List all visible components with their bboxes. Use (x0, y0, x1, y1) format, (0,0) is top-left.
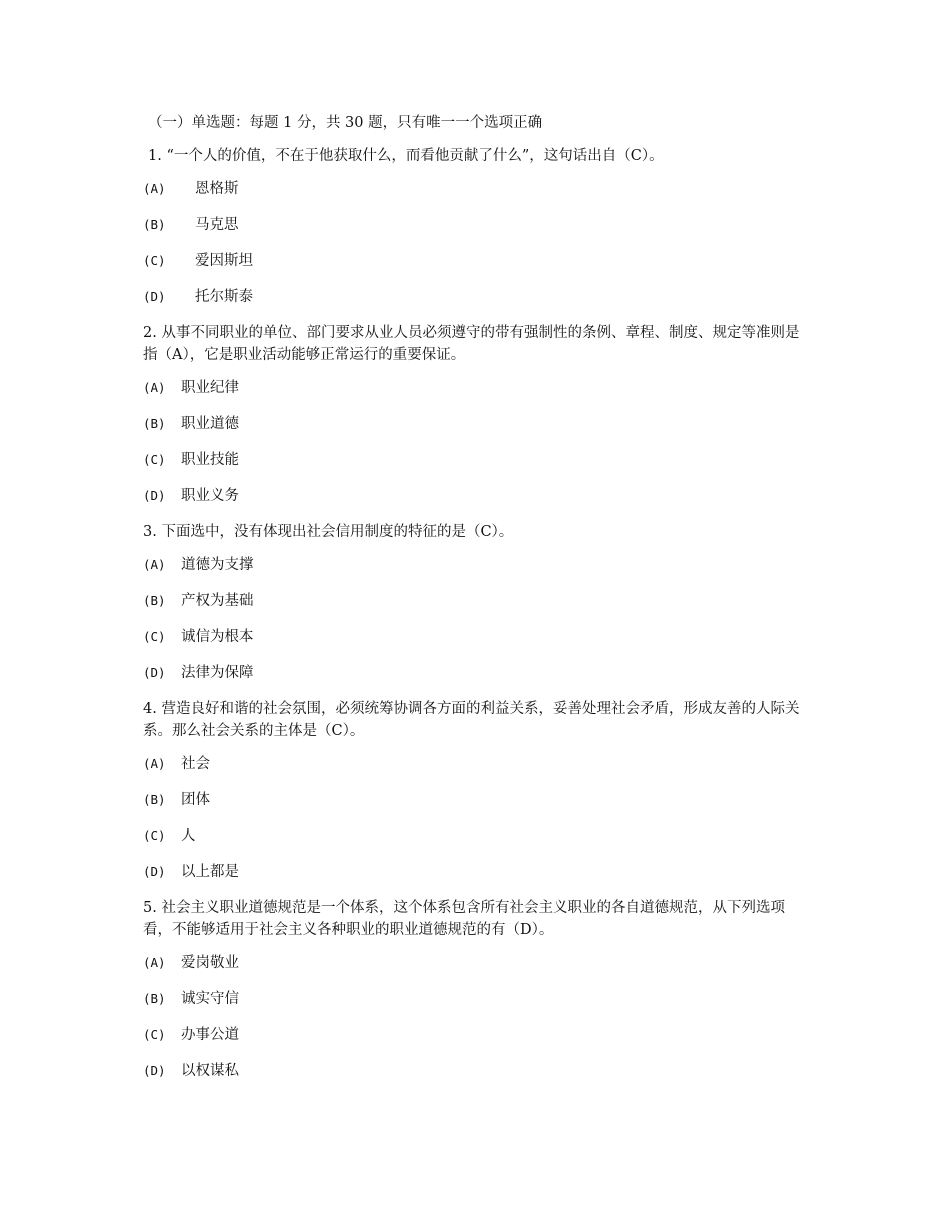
option-letter: (B) (143, 991, 166, 1006)
option-text: 产权为基础 (181, 593, 254, 609)
option-text: 职业义务 (181, 488, 239, 504)
section-header: （一）单选题：每题 1 分，共 30 题，只有唯一一个选项正确 (148, 115, 543, 131)
question-block (143, 322, 808, 507)
option-item (143, 988, 808, 1010)
option-text: 法律为保障 (181, 665, 254, 681)
option-letter: (A) (143, 380, 166, 395)
question-text: 4. 营造良好和谐的社会氛围，必须统筹协调各方面的利益关系，妥善处理社会矛盾，形成友善的人际关系。那么社会关系的主体是（C）。 (143, 701, 800, 739)
option-item (143, 377, 808, 399)
option-text: 爱因斯坦 (195, 253, 253, 269)
exam-content (143, 112, 808, 1096)
option-letter: (D) (143, 488, 166, 503)
option-text: 团体 (181, 792, 210, 808)
option-item (143, 825, 808, 847)
question-block (143, 521, 808, 684)
option-item (143, 214, 808, 236)
option-item (143, 753, 808, 775)
question-text: 2. 从事不同职业的单位、部门要求从业人员必须遵守的带有强制性的条例、章程、制度、规定等准则是指（A），它是职业活动能够正常运行的重要保证。 (143, 325, 800, 363)
question-text: 1. “一个人的价值，不在于他获取什么，而看他贡献了什么”，这句话出自（C）。 (148, 148, 664, 164)
option-item (143, 1024, 808, 1046)
option-text: 托尔斯泰 (195, 289, 253, 305)
option-text: 诚实守信 (181, 991, 239, 1007)
option-item (143, 286, 808, 308)
option-item (143, 590, 808, 612)
question-text: 3. 下面选中，没有体现出社会信用制度的特征的是（C）。 (143, 524, 514, 540)
option-text: 职业纪律 (181, 380, 239, 396)
option-letter: (B) (143, 593, 166, 608)
option-item (143, 178, 808, 200)
option-letter: (D) (143, 864, 166, 879)
option-letter: (D) (143, 289, 166, 304)
option-item (143, 250, 808, 272)
question-block (143, 145, 808, 308)
option-text: 诚信为根本 (181, 629, 254, 645)
option-text: 职业技能 (181, 452, 239, 468)
option-item (143, 662, 808, 684)
option-text: 办事公道 (181, 1027, 239, 1043)
question-block (143, 897, 808, 1082)
option-letter: (A) (143, 955, 166, 970)
option-text: 恩格斯 (195, 181, 239, 197)
option-text: 道德为支撑 (181, 557, 254, 573)
option-letter: (B) (143, 416, 166, 431)
option-item (143, 861, 808, 883)
option-text: 马克思 (195, 217, 239, 233)
option-text: 以权谋私 (181, 1063, 239, 1079)
option-letter: (C) (143, 629, 166, 644)
option-item (143, 449, 808, 471)
option-item (143, 1060, 808, 1082)
option-letter: (D) (143, 665, 166, 680)
option-letter: (A) (143, 181, 166, 196)
question-text: 5. 社会主义职业道德规范是一个体系，这个体系包含所有社会主义职业的各自道德规范，从下列选项看，不能够适用于社会主义各种职业的职业道德规范的有（D）。 (143, 900, 785, 938)
option-letter: (A) (143, 557, 166, 572)
option-item (143, 413, 808, 435)
option-letter: (C) (143, 1027, 166, 1042)
option-letter: (D) (143, 1063, 166, 1078)
option-item (143, 554, 808, 576)
option-letter: (C) (143, 452, 166, 467)
option-item (143, 952, 808, 974)
option-text: 爱岗敬业 (181, 955, 239, 971)
question-block (143, 698, 808, 883)
option-text: 人 (181, 828, 196, 844)
option-letter: (B) (143, 792, 166, 807)
option-item (143, 626, 808, 648)
option-letter: (C) (143, 828, 166, 843)
option-item (143, 789, 808, 811)
option-letter: (C) (143, 253, 166, 268)
option-text: 社会 (181, 756, 210, 772)
option-letter: (B) (143, 217, 166, 232)
option-letter: (A) (143, 756, 166, 771)
option-text: 职业道德 (181, 416, 239, 432)
option-item (143, 485, 808, 507)
option-text: 以上都是 (181, 864, 239, 880)
